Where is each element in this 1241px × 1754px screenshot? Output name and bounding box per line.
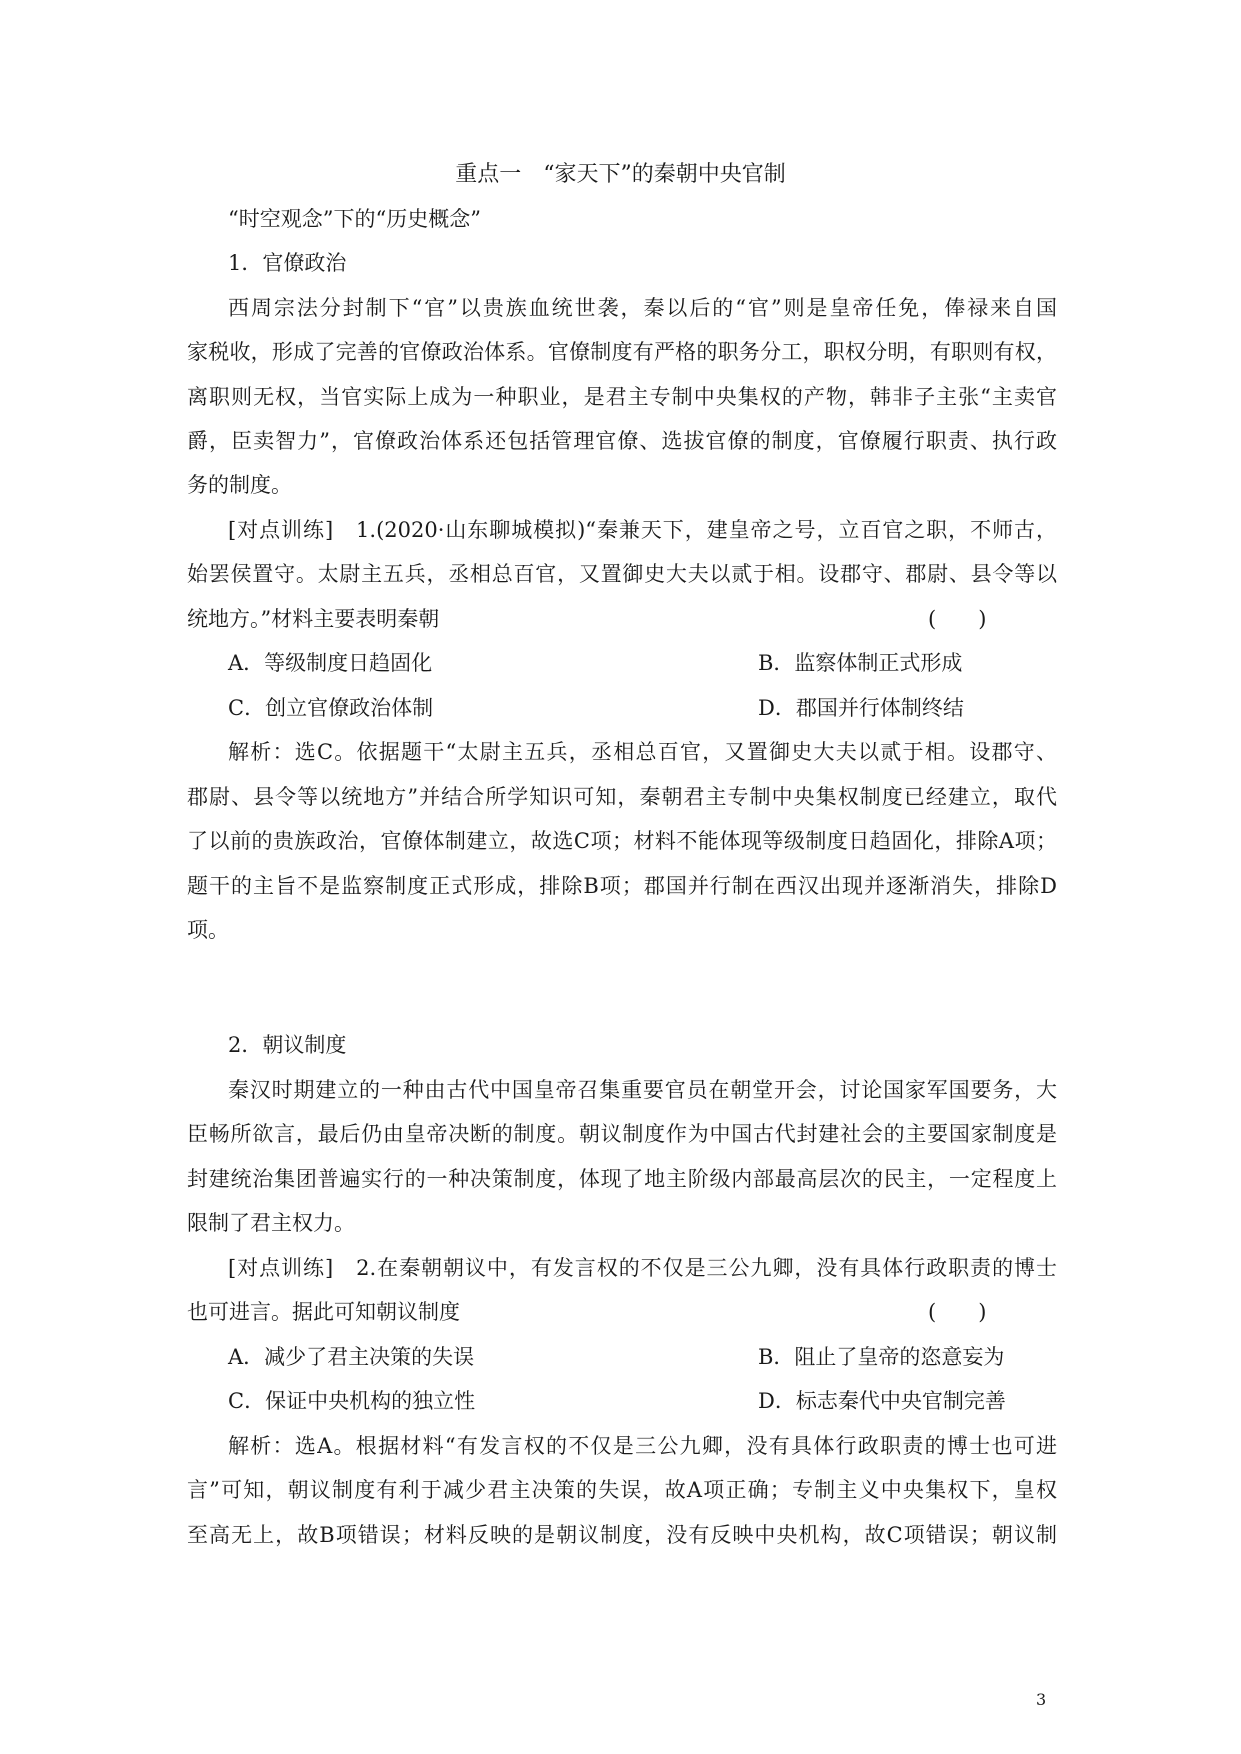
heading-1: 1．官僚政治 — [228, 251, 347, 275]
analysis-line: 郡尉、县令等以统地方”并结合所学知识可知，秦朝君主专制中央集权制度已经建立，取代 — [187, 785, 1057, 809]
option-b: B．监察体制正式形成 — [758, 651, 963, 675]
option-b: B．阻止了皇帝的恣意妄为 — [758, 1345, 1005, 1369]
paragraph-line: 家税收，形成了完善的官僚政治体系。官僚制度有严格的职务分工，职权分明，有职则有权， — [187, 340, 1057, 364]
question-line: 也可进言。据此可知朝议制度 — [187, 1300, 460, 1324]
option-a: A．减少了君主决策的失误 — [228, 1345, 475, 1369]
question-line: [对点训练] 2.在秦朝朝议中，有发言权的不仅是三公九卿，没有具体行政职责的博士 — [228, 1256, 1057, 1280]
paragraph-line: 西周宗法分封制下“官”以贵族血统世袭，秦以后的“官”则是皇帝任免，俸禄来自国 — [228, 296, 1057, 320]
section-title: 重点一 “家天下”的秦朝中央官制 — [455, 162, 786, 187]
option-a: A．等级制度日趋固化 — [228, 651, 433, 675]
paragraph-line: 限制了君主权力。 — [187, 1211, 355, 1235]
paragraph-line: 秦汉时期建立的一种由古代中国皇帝召集重要官员在朝堂开会，讨论国家军国要务，大 — [228, 1078, 1057, 1102]
heading-2: 2．朝议制度 — [228, 1033, 347, 1057]
analysis-line: 了以前的贵族政治，官僚体制建立，故选C项；材料不能体现等级制度日趋固化，排除A项； — [187, 829, 1057, 853]
analysis-line: 至高无上，故B项错误；材料反映的是朝议制度，没有反映中央机构，故C项错误；朝议制 — [187, 1523, 1057, 1547]
question-line: [对点训练] 1.(2020·山东聊城模拟)“秦兼天下，建皇帝之号，立百官之职，不师古， — [228, 518, 1057, 542]
subtitle: “时空观念”下的“历史概念” — [228, 207, 481, 231]
paragraph-line: 离职则无权，当官实际上成为一种职业，是君主专制中央集权的产物，韩非子主张“主卖官 — [187, 385, 1057, 409]
analysis-line: 言”可知，朝议制度有利于减少君主决策的失误，故A项正确；专制主义中央集权下，皇权 — [187, 1478, 1057, 1502]
analysis-line: 解析：选A。根据材料“有发言权的不仅是三公九卿，没有具体行政职责的博士也可进 — [228, 1434, 1057, 1458]
page-number: 3 — [1036, 1690, 1047, 1709]
question-line: 统地方。”材料主要表明秦朝 — [187, 607, 440, 631]
answer-bracket: ( ) — [928, 607, 987, 631]
paragraph-line: 臣畅所欲言，最后仍由皇帝决断的制度。朝议制度作为中国古代封建社会的主要国家制度是 — [187, 1122, 1057, 1146]
analysis-line: 解析：选C。依据题干“太尉主五兵，丞相总百官，又置御史大夫以贰于相。设郡守、 — [228, 740, 1057, 764]
option-d: D．标志秦代中央官制完善 — [758, 1389, 1006, 1413]
paragraph-line: 务的制度。 — [187, 473, 292, 497]
analysis-line: 项。 — [187, 918, 229, 942]
option-c: C．创立官僚政治体制 — [228, 696, 434, 720]
question-line: 始罢侯置守。太尉主五兵，丞相总百官，又置御史大夫以贰于相。设郡守、郡尉、县令等以 — [187, 562, 1057, 586]
paragraph-line: 封建统治集团普遍实行的一种决策制度，体现了地主阶级内部最高层次的民主，一定程度上 — [187, 1167, 1057, 1191]
answer-bracket: ( ) — [928, 1300, 987, 1324]
option-c: C．保证中央机构的独立性 — [228, 1389, 476, 1413]
paragraph-line: 爵，臣卖智力”，官僚政治体系还包括管理官僚、选拔官僚的制度，官僚履行职责、执行政 — [187, 429, 1057, 453]
option-d: D．郡国并行体制终结 — [758, 696, 964, 720]
analysis-line: 题干的主旨不是监察制度正式形成，排除B项；郡国并行制在西汉出现并逐渐消失，排除D — [187, 874, 1057, 898]
